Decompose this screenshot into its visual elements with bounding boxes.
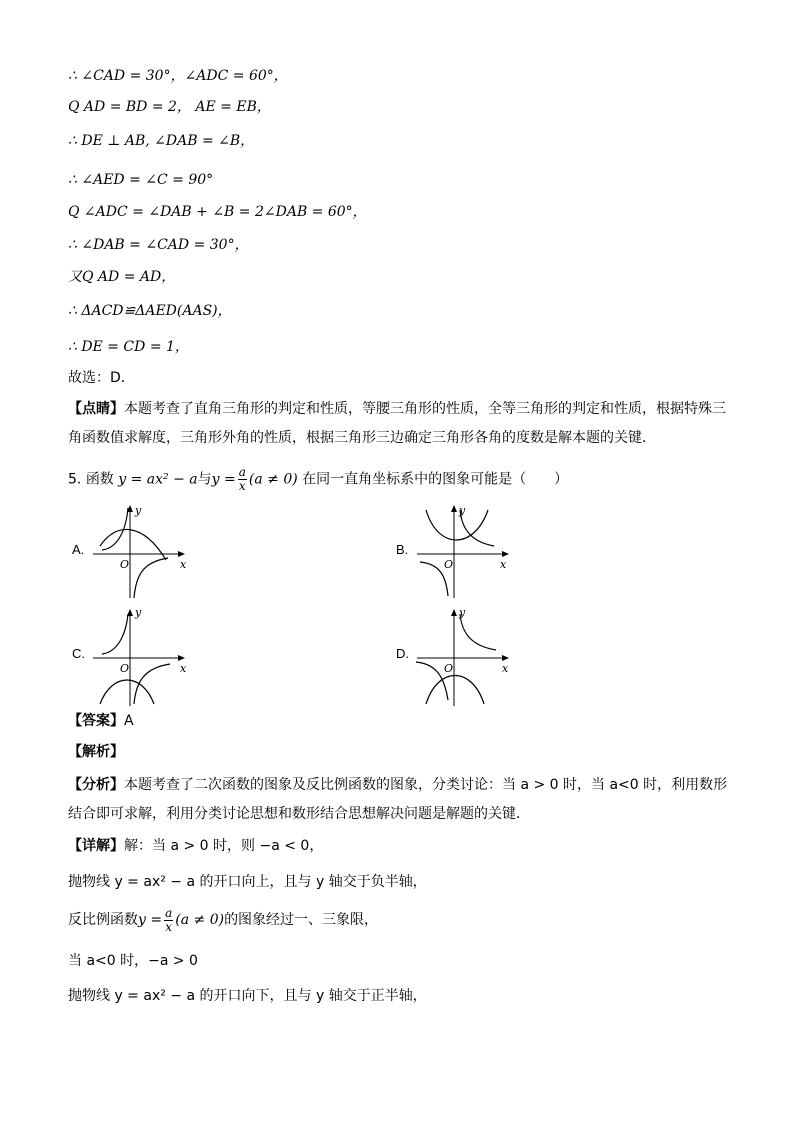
y-label: y	[135, 504, 142, 517]
question-func-cond: (a ≠ 0)	[248, 471, 298, 488]
xiangjie-line-4: 当 a<0 时，−a > 0	[68, 953, 198, 969]
origin-label: O	[120, 558, 130, 571]
xiangjie-tag: 【详解】	[68, 838, 124, 854]
solution-line-9: ∴ DE = CD = 1，	[68, 339, 189, 355]
parabola-curve	[426, 676, 484, 705]
xiangjie-line-5: 抛物线 y = ax² − a 的开口向下，且与 y 轴交于正半轴，	[68, 988, 427, 1004]
question-fraction-den: x	[238, 479, 246, 493]
x-label: x	[502, 662, 509, 675]
dianjing-paragraph	[68, 395, 728, 453]
question-5	[68, 466, 568, 493]
option-d-label[interactable]: D.	[396, 646, 409, 661]
solution-line-3: ∴ DE ⊥ AB, ∠DAB = ∠B，	[68, 133, 255, 149]
y-label: y	[459, 606, 466, 619]
origin-label: O	[444, 558, 454, 571]
xiangjie-line-1	[68, 836, 323, 856]
question-fraction	[238, 466, 247, 493]
xiangjie-line3-post: 的图象经过一、三象限，	[224, 912, 379, 928]
option-c-graph	[88, 604, 198, 708]
analysis-heading: 【解析】	[68, 744, 124, 760]
x-label: x	[180, 662, 187, 675]
xiangjie-recip-left: y =	[138, 912, 163, 928]
question-post: 在同一直角坐标系中的图象可能是（ ）	[302, 471, 569, 488]
parabola-curve	[426, 510, 488, 540]
option-d-graph	[412, 604, 522, 708]
solution-line-7: 又Q AD = AD，	[68, 269, 176, 285]
hyperbola-branch-2	[134, 558, 168, 598]
question-fraction-num: a	[238, 465, 246, 479]
parabola-curve	[100, 680, 154, 704]
xiangjie-recip-cond: (a ≠ 0)	[175, 912, 225, 928]
hyperbola-branch-1	[102, 614, 128, 654]
question-number: 5.	[68, 471, 82, 488]
solution-conclusion: 故选：D．	[68, 370, 135, 386]
answer-value: A	[124, 713, 134, 729]
solution-line-2: Q AD = BD = 2， AE = EB，	[68, 99, 271, 115]
origin-label: O	[120, 662, 130, 675]
x-label: x	[500, 558, 507, 571]
question-func-quadratic: y = ax² − a	[118, 471, 198, 488]
option-b-label[interactable]: B.	[396, 542, 409, 557]
question-mid: 与	[197, 471, 212, 488]
y-label: y	[135, 606, 142, 619]
solution-line-5: Q ∠ADC = ∠DAB + ∠B = 2∠DAB = 60°，	[68, 204, 367, 220]
xiangjie-line1: 解：当 a > 0 时，则 −a < 0，	[124, 838, 324, 854]
y-label: y	[459, 504, 466, 517]
question-pre: 函数	[85, 471, 114, 488]
fenxi-tag: 【分析】	[68, 777, 124, 793]
fenxi-paragraph	[68, 771, 728, 829]
xiangjie-line-2: 抛物线 y = ax² − a 的开口向上，且与 y 轴交于负半轴，	[68, 874, 427, 890]
question-func-recip-left: y =	[211, 471, 236, 488]
option-a-label[interactable]: A.	[72, 542, 85, 557]
xiangjie-fraction-num: a	[165, 905, 173, 920]
option-b-graph	[412, 500, 522, 600]
hyperbola-branch-1	[460, 614, 496, 650]
xiangjie-fraction-den: x	[165, 919, 173, 934]
hyperbola-branch-1	[102, 508, 128, 550]
solution-line-6: ∴ ∠DAB = ∠CAD = 30°，	[68, 237, 249, 253]
x-label: x	[180, 558, 187, 571]
solution-line-4: ∴ ∠AED = ∠C = 90°	[68, 172, 214, 188]
parabola-curve	[100, 529, 166, 560]
option-c-label[interactable]: C.	[72, 646, 85, 661]
xiangjie-fraction	[164, 907, 173, 934]
origin-label: O	[444, 662, 454, 675]
dianjing-text: 本题考查了直角三角形的判定和性质，等腰三角形的性质，全等三角形的判定和性质，根据特殊三角函数值求解度，三角形外角的性质，根据三角形三边确定三角形各角的度数是解本题的关键．	[68, 401, 726, 446]
dianjing-tag: 【点睛】	[68, 401, 124, 417]
xiangjie-line3-pre: 反比例函数	[68, 912, 138, 928]
fenxi-text: 本题考查了二次函数的图象及反比例函数的图象，分类讨论：当 a > 0 时，当 a<0 时，利用数形结合即可求解，利用分类讨论思想和数形结合思想解决问题是解题的关键．	[68, 777, 728, 822]
option-a-graph	[88, 500, 198, 600]
answer-line	[68, 711, 134, 731]
xiangjie-line-3	[68, 906, 378, 934]
solution-line-1: ∴ ∠CAD = 30°，∠ADC = 60°，	[68, 68, 288, 84]
solution-line-8: ∴ ΔACD≌ΔAED(AAS)，	[68, 303, 232, 319]
answer-tag: 【答案】	[68, 713, 124, 729]
